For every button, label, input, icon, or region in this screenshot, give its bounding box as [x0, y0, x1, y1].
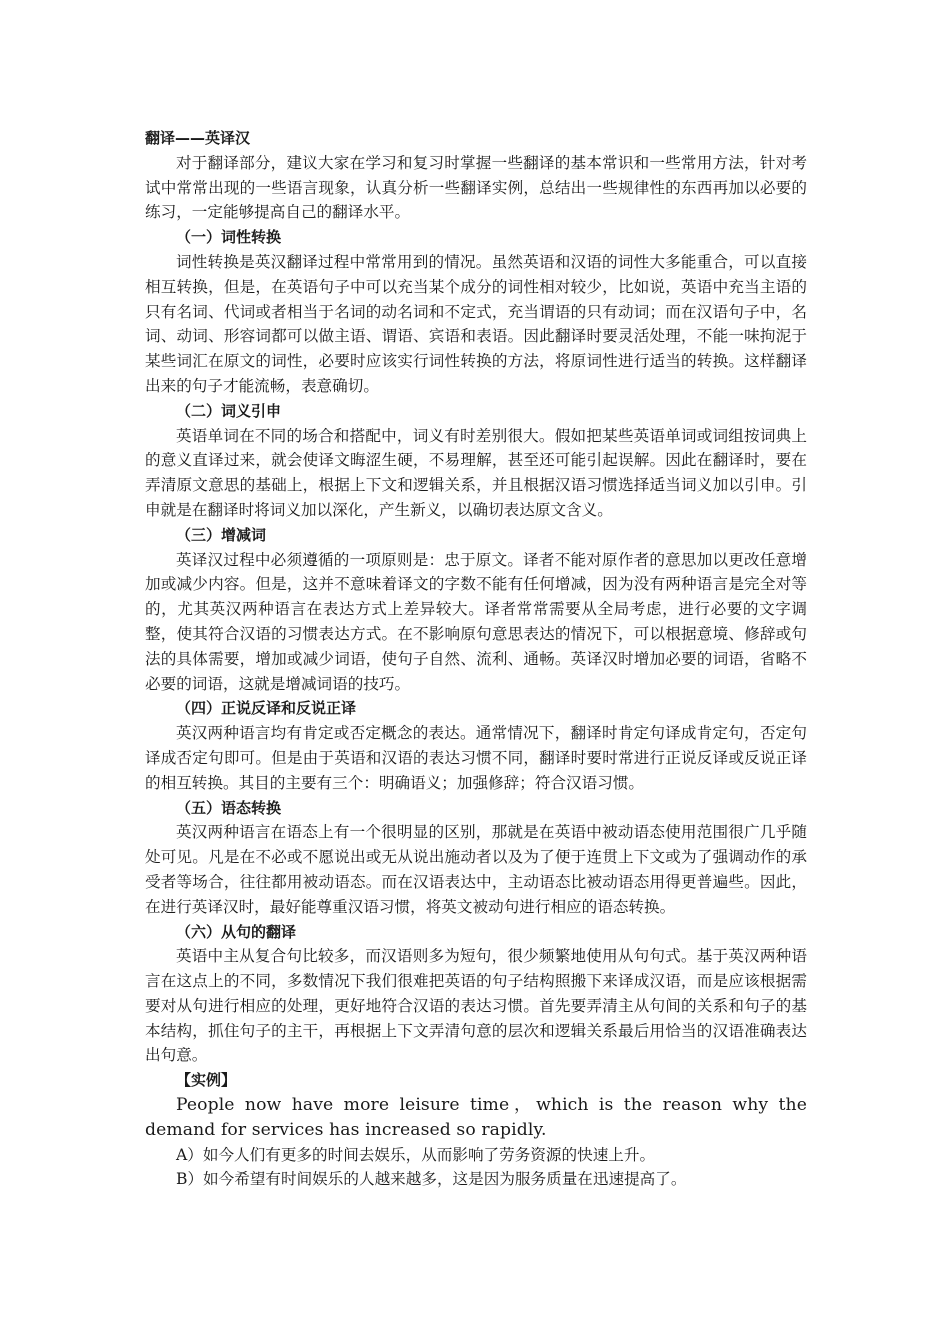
- section-body: 英译汉过程中必须遵循的一项原则是：忠于原文。译者不能对原作者的意思加以更改任意增加或减少内容。但是，这并不意味着译文的字数不能有任何增减，因为没有两种语言是完全对等的，尤其英汉两种语言在表达方式上差异较大。译者常常需要从全局考虑，进行必要的文字调整，使其符合汉语的习惯表达方式。在不影响原句意思表达的情况下，可以根据意境、修辞或句法的具体需要，增加或减少词语，使句子自然、流利、通畅。英译汉时增加必要的词语，省略不必要的词语，这就是增减词语的技巧。: [145, 550, 807, 693]
- intro-paragraph: 对于翻译部分，建议大家在学习和复习时掌握一些翻译的基本常识和一些常用方法，针对考试中常常出现的一些语言现象，认真分析一些翻译实例，总结出一些规律性的东西再加以必要的练习，一定能够提高自己的翻译水平。: [145, 153, 807, 222]
- section-heading: （六）从句的翻译: [176, 922, 297, 941]
- section-heading: （二）词义引申: [176, 401, 282, 420]
- example-option-b: B）如今希望有时间娱乐的人越来越多，这是因为服务质量在迅速提高了。: [176, 1170, 687, 1189]
- section-body: 英语单词在不同的场合和搭配中，词义有时差别很大。假如把某些英语单词或词组按词典上的意义直译过来，就会使译文晦涩生硬，不易理解，甚至还可能引起误解。因此在翻译时，要在弄清原文意思的基础上，根据上下文和逻辑关系，并且根据汉语习惯选择适当词义加以引申。引申就是在翻译时将词义加以深化，产生新义，以确切表达原文含义。: [145, 426, 807, 519]
- example-heading: 【实例】: [176, 1071, 237, 1090]
- document-title: 翻译——英译汉: [145, 129, 251, 147]
- section-body: 英语中主从复合句比较多，而汉语则多为短句，很少频繁地使用从句句式。基于英汉两种语言在这点上的不同，多数情况下我们很难把英语的句子结构照搬下来译成汉语，而是应该根据需要对从句进行相应的处理，更好地符合汉语的表达习惯。首先要弄清主从句间的关系和句子的基本结构，抓住句子的主干，再根据上下文弄清句意的层次和逻辑关系最后用恰当的汉语准确表达出句意。: [145, 947, 807, 1065]
- section-body: 词性转换是英汉翻译过程中常常用到的情况。虽然英语和汉语的词性大多能重合，可以直接相互转换，但是，在英语句子中可以充当某个成分的词性相对较少，比如说，英语中充当主语的只有名词、代词或者相当于名词的动名词和不定式，充当谓语的只有动词；而在汉语句子中，名词、动词、形容词都可以做主语、谓语、宾语和表语。因此翻译时要灵活处理，不能一味拘泥于某些词汇在原文的词性，必要时应该实行词性转换的方法，将原词性进行适当的转换。这样翻译出来的句子才能流畅，表意确切。: [145, 252, 807, 395]
- section-body: 英汉两种语言在语态上有一个很明显的区别，那就是在英语中被动语态使用范围很广几乎随处可见。凡是在不必或不愿说出或无从说出施动者以及为了便于连贯上下文或为了强调动作的承受者等场合，往往都用被动语态。而在汉语表达中，主动语态比被动语态用得更普遍些。因此，在进行英译汉时，最好能尊重汉语习惯，将英文被动句进行相应的语态转换。: [145, 823, 807, 916]
- section-heading: （四）正说反译和反说正译: [176, 699, 357, 718]
- example-option-a: A）如今人们有更多的时间去娱乐，从而影响了劳务资源的快速上升。: [176, 1145, 656, 1164]
- section-body: 英汉两种语言均有肯定或否定概念的表达。通常情况下，翻译时肯定句译成肯定句，否定句译成否定句即可。但是由于英语和汉语的表达习惯不同，翻译时要时常进行正说反译或反说正译的相互转换。其目的主要有三个：明确语义；加强修辞；符合汉语习惯。: [145, 724, 807, 792]
- section-heading: （一）词性转换: [176, 228, 282, 247]
- section-heading: （三）增减词: [176, 525, 267, 544]
- document-page: [145, 126, 807, 1192]
- section-heading: （五）语态转换: [176, 798, 282, 817]
- example-sentence: People now have more leisure time，which is the reason why the demand for services has increased so rapidly.: [145, 1095, 807, 1140]
